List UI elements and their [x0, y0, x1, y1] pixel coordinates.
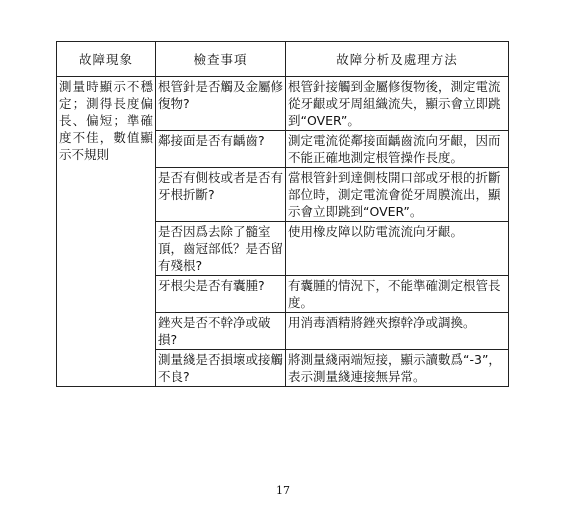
method-cell: 根管針接觸到金屬修復物後，測定電流從牙齦或牙周組織流失，顯示會立即跳到“OVER”。: [286, 77, 509, 131]
check-cell: 根管針是否觸及金屬修復物?: [156, 77, 286, 131]
check-cell: 銼夾是否不幹净或破損?: [156, 313, 286, 350]
method-cell: 測定電流從鄰接面齲齒流向牙齦，因而不能正確地測定根管操作長度。: [286, 131, 509, 168]
header-analysis-method: 故障分析及處理方法: [286, 42, 509, 77]
method-cell: 用消毒酒精將銼夾擦幹净或調換。: [286, 313, 509, 350]
method-cell: 將測量綫兩端短接，顯示讀數爲“-3”，表示測量綫連接無异常。: [286, 350, 509, 387]
method-cell: 使用橡皮障以防電流流向牙齦。: [286, 222, 509, 276]
phenomenon-cell: 測量時顯示不穩定；測得長度偏長、偏短；準確度不佳，數值顯示不規則: [57, 77, 156, 387]
check-cell: 是否有側枝或者是否有牙根折斷?: [156, 168, 286, 222]
check-cell: 牙根尖是否有囊腫?: [156, 276, 286, 313]
page-number: 17: [276, 484, 290, 497]
table-row: [57, 77, 509, 131]
method-cell: 有囊腫的情況下，不能準確測定根管長度。: [286, 276, 509, 313]
header-check-item: 檢查事項: [156, 42, 286, 77]
troubleshooting-table: [56, 41, 509, 387]
check-cell: 是否因爲去除了髓室頂，齒冠部低？是否留有殘根?: [156, 222, 286, 276]
header-phenomenon: 故障現象: [57, 42, 156, 77]
table-header-row: [57, 42, 509, 77]
check-cell: 鄰接面是否有齲齒?: [156, 131, 286, 168]
check-cell: 測量綫是否損壞或接觸不良?: [156, 350, 286, 387]
method-cell: 當根管針到達側枝開口部或牙根的折斷部位時，測定電流會從牙周膜流出，顯示會立即跳到“OVER”。: [286, 168, 509, 222]
